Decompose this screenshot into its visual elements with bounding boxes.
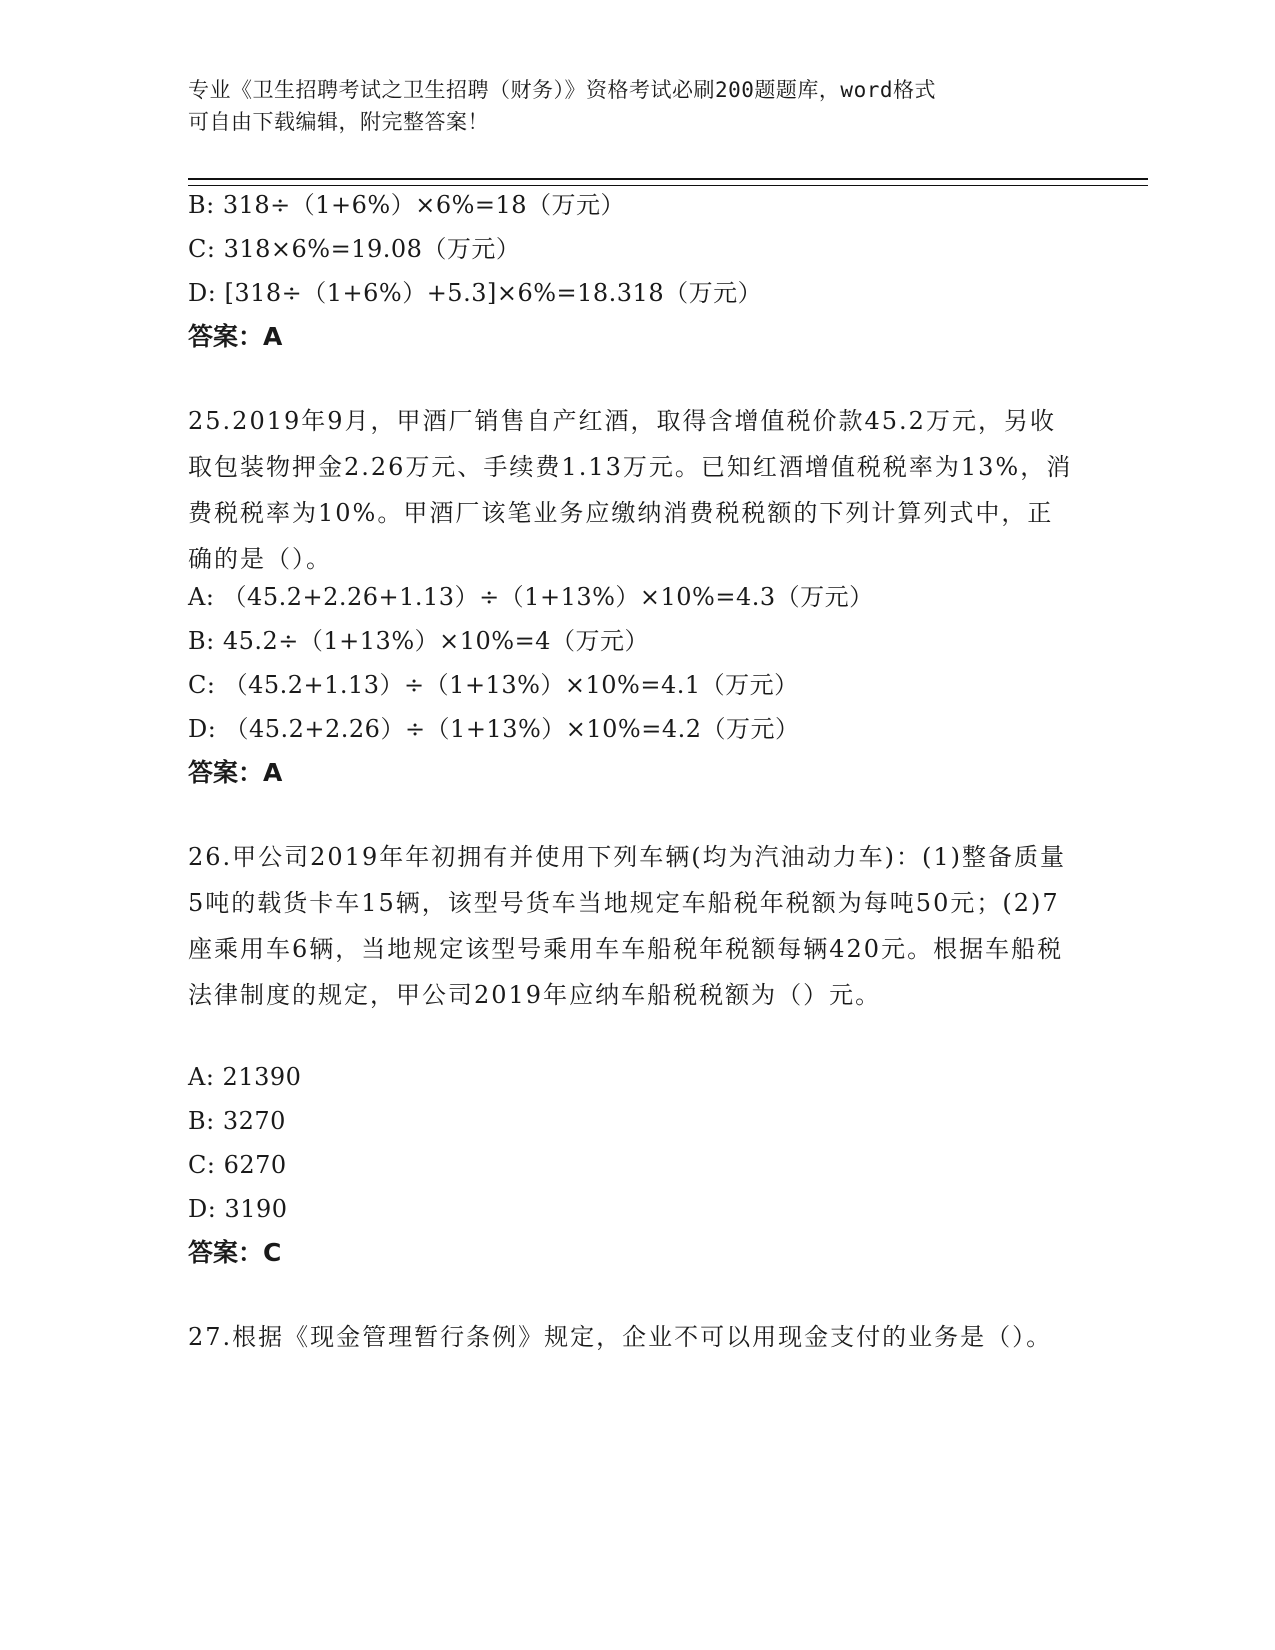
q25-answer: 答案：A bbox=[188, 758, 283, 787]
q24-option-c: C: 318×6%=19.08（万元） bbox=[188, 235, 521, 263]
q24-option-b: B: 318÷（1+6%）×6%=18（万元） bbox=[188, 191, 626, 219]
q26-stem: 26.甲公司2019年年初拥有并使用下列车辆(均为汽油动力车)：(1)整备质量5吨的载货卡车15辆，该型号货车当地规定车船税年税额为每吨50元；(2)7座乘用车6辆，当地规定该型号乘用车车船税年税额每辆420元。根据车船税法律制度的规定，甲公司2019年应纳车船税税额为（）元。 bbox=[188, 843, 1066, 1009]
q25-option-a: A: （45.2+2.26+1.13）÷（1+13%）×10%=4.3（万元） bbox=[188, 583, 874, 611]
q26-answer: 答案：C bbox=[188, 1238, 282, 1267]
q26-option-a: A: 21390 bbox=[188, 1063, 302, 1091]
document-header bbox=[188, 74, 1068, 138]
q25-option-b: B: 45.2÷（1+13%）×10%=4（万元） bbox=[188, 627, 649, 655]
q25-option-c: C: （45.2+1.13）÷（1+13%）×10%=4.1（万元） bbox=[188, 671, 799, 699]
q25-option-d: D: （45.2+2.26）÷（1+13%）×10%=4.2（万元） bbox=[188, 715, 800, 743]
q26-option-c: C: 6270 bbox=[188, 1151, 287, 1179]
q26-option-b: B: 3270 bbox=[188, 1107, 286, 1135]
header-line-2: 可自由下载编辑，附完整答案！ bbox=[188, 110, 489, 134]
q25-stem: 25.2019年9月，甲酒厂销售自产红酒，取得含增值税价款45.2万元，另收取包装物押金2.26万元、手续费1.13万元。已知红酒增值税税率为13%，消费税税率为10%。甲酒厂该笔业务应缴纳消费税税额的下列计算列式中，正确的是（）。 bbox=[188, 407, 1073, 573]
q24-option-d: D: [318÷（1+6%）+5.3]×6%=18.318（万元） bbox=[188, 279, 763, 307]
q24-answer: 答案：A bbox=[188, 322, 283, 351]
q26-option-d: D: 3190 bbox=[188, 1195, 288, 1223]
header-rule-thick bbox=[188, 178, 1148, 180]
q27-stem: 27.根据《现金管理暂行条例》规定，企业不可以用现金支付的业务是（）。 bbox=[188, 1323, 1053, 1351]
header-line-1: 专业《卫生招聘考试之卫生招聘（财务）》资格考试必刷200题题库，word格式 bbox=[188, 78, 936, 102]
